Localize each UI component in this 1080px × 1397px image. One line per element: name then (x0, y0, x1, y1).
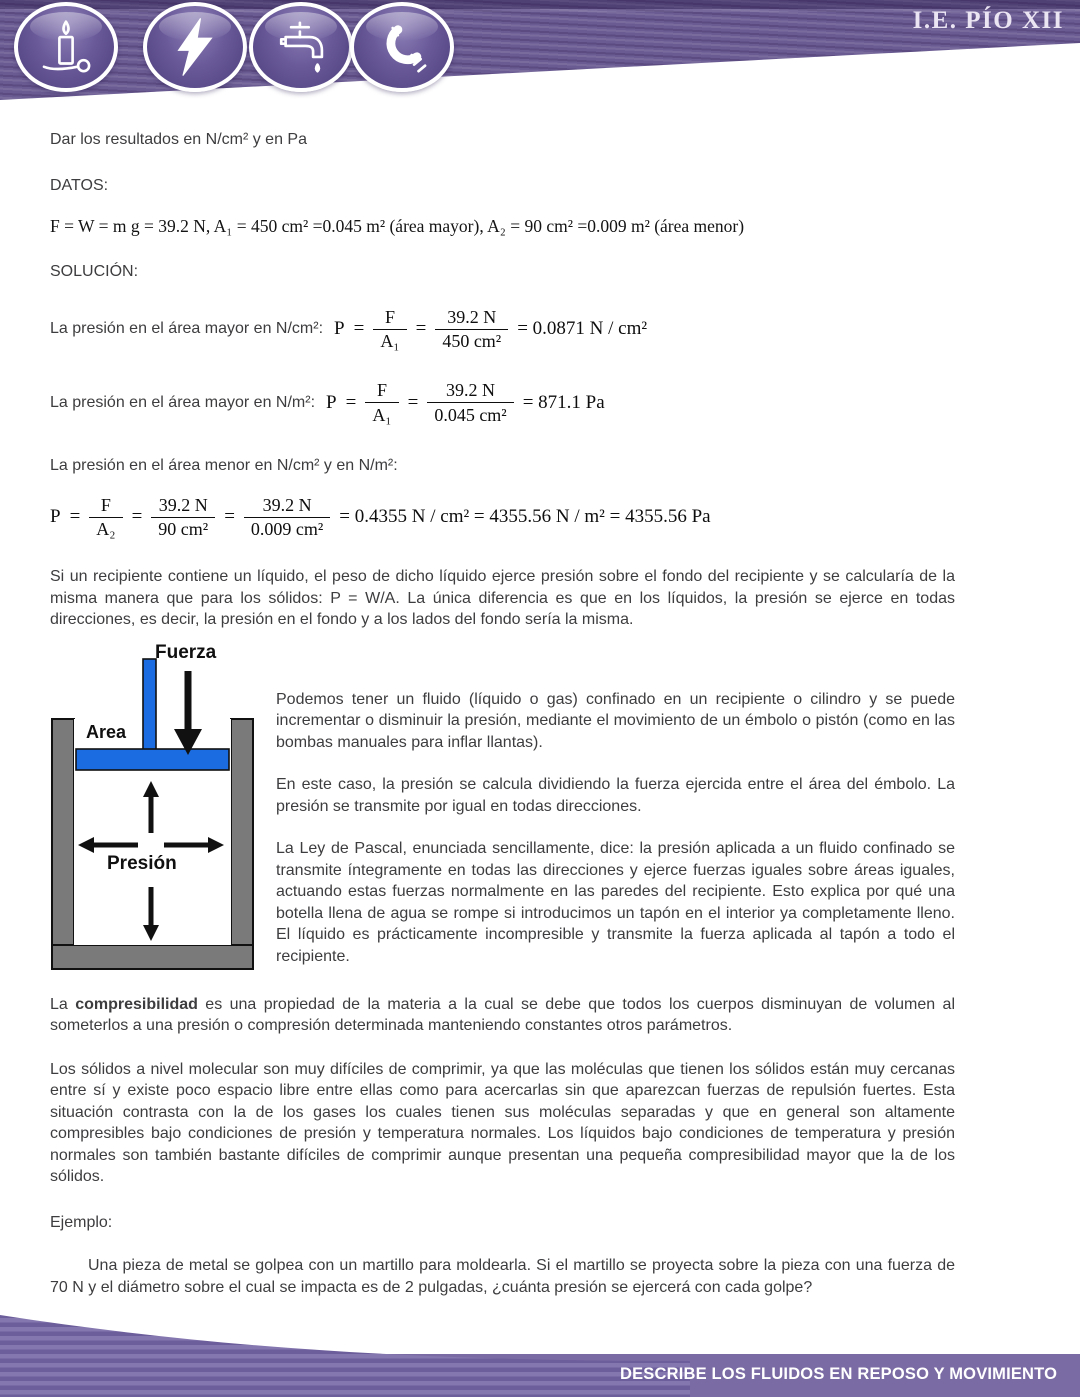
formula-result: = 0.4355 N / cm² = 4355.56 N / m² = 4355.56 Pa (339, 506, 711, 528)
equals-sign: = (131, 506, 143, 528)
compresibilidad-bold: compresibilidad (75, 995, 198, 1013)
magnet-icon (350, 2, 454, 92)
formula-area-menor (50, 495, 955, 540)
equals-sign: = (407, 391, 419, 413)
page-footer (0, 1309, 1080, 1397)
presion-label: Presión (107, 852, 177, 874)
fraction: $\frac{39.2 N}{\text{0.045 cm²}}$ (427, 380, 513, 425)
formula-label: La presión en el área mayor en N/cm²: (50, 320, 324, 338)
figure-side-text (276, 645, 955, 977)
paragraph-ejemplo: Una pieza de metal se golpea con un martillo para moldearla. Si el martillo se proyecta sobre la pieza con una fuerza de 70 N y el diámetro sobre el cual se impacta es de 2 pulgadas, ¿cuánta presión se ejercerá con cada golpe? (50, 1257, 955, 1296)
fraction: $\frac{F}{\text{A₁}}$ (365, 380, 398, 425)
solucion-label: SOLUCIÓN: (50, 263, 139, 280)
ejemplo-label: Ejemplo: (50, 1213, 113, 1231)
school-name: I.E. PÍO XII (912, 7, 1064, 34)
datos-values: F = W = m g = 39.2 N, A₁ = 450 cm² =0.045 m² (área mayor), A₂ = 90 cm² =0.009 m² (área menor) (50, 216, 745, 236)
equals-sign: = (224, 506, 235, 528)
equals-sign: = (69, 506, 81, 528)
fraction: $\frac{F}{\text{A₁}}$ (373, 307, 406, 352)
area-label: Area (86, 721, 127, 742)
area-menor-label: La presión en el área menor en N/cm² y en N/m²: (50, 457, 398, 475)
fraction: $\frac{39.2 N}{\text{90 cm²}}$ (151, 495, 215, 540)
paragraph-embolo: En este caso, la presión se calcula dividiendo la fuerza ejercida entre el área del émbolo. La presión se transmite por igual en todas direcciones. (276, 776, 955, 815)
equals-sign: = (345, 391, 357, 413)
footer-title: DESCRIBE LOS FLUIDOS EN REPOSO Y MOVIMIENTO (620, 1364, 1058, 1383)
symbol-p: P (326, 391, 337, 413)
fuerza-label: Fuerza (155, 641, 217, 663)
equals-sign: = (353, 318, 365, 340)
figure-section (50, 641, 955, 977)
document-body (50, 105, 955, 1298)
equals-sign: = (415, 318, 427, 340)
faucet-icon (249, 2, 353, 92)
paragraph-fluido: Podemos tener un fluido (líquido o gas) confinado en un recipiente o cilindro y se puede incrementar o disminuir la presión, mediante el movimiento de un émbolo o pistón (como en las bombas manuales para inflar llantas). (276, 690, 955, 751)
formula-label: La presión en el área mayor en N/m²: (50, 393, 316, 411)
fraction: $\frac{F}{\text{A₂}}$ (89, 495, 122, 540)
formula-result: = 871.1 Pa (522, 391, 605, 413)
datos-label: DATOS: (50, 176, 109, 194)
formula-math (334, 307, 647, 352)
formula-area-mayor-nm2 (50, 380, 955, 425)
fraction: $\frac{39.2 N}{\text{0.009 cm²}}$ (244, 495, 330, 540)
symbol-p: P (334, 318, 345, 340)
candle-icon (14, 2, 118, 92)
piston-diagram-drawing (50, 645, 256, 977)
formula-math (326, 380, 605, 425)
page-header (0, 0, 1080, 110)
paragraph-liquido: Si un recipiente contiene un líquido, el peso de dicho líquido ejerce presión sobre el fondo del recipiente y se calcularía de la misma manera que para los sólidos: P = W/A. La única diferencia es que en los líquidos, la presión se ejerce en todas direcciones, es decir, la presión en el fondo y a los lados del fondo sería la misma. (50, 568, 955, 629)
formula-area-mayor-ncm2 (50, 307, 955, 352)
paragraph-pascal: La Ley de Pascal, enunciada sencillamente, dice: la presión aplicada a un fluido confinado se transmite íntegramente en todas las direcciones y ejerce fuerzas iguales sobre áreas iguales, actuando estas fuerzas normalmente en las paredes del recipiente. Esto explica por qué una botella llena de agua se rompe si introducimos un tapón en el interior ya completamente lleno. El líquido es prácticamente incompresible y transmite la fuerza aplicada al tapón a todo el recipiente. (276, 840, 955, 965)
intro-line: Dar los resultados en N/cm² y en Pa (50, 131, 307, 148)
formula-math (50, 495, 711, 540)
formula-result: = 0.0871 N / cm² (517, 318, 648, 340)
piston-diagram (50, 641, 256, 977)
paragraph-solidos: Los sólidos a nivel molecular son muy difíciles de comprimir, ya que las moléculas que tienen los sólidos están muy cercanas entre sí y existe poco espacio libre entre ellas como para acercarlas sin que aparezcan fuerzas de repulsión fuertes. Esta situación contrasta con la de los gases los cuales tienen sus moléculas separadas y que en general son altamente compresibles bajo condiciones de presión y temperatura normales. Los líquidos bajo condiciones de temperatura y presión normales son también bastante difíciles de comprimir aunque presentan una pequeña compresibilidad mayor que la de los sólidos. (50, 1060, 955, 1186)
lightning-icon (143, 2, 247, 92)
paragraph-compresibilidad: La compresibilidad es una propiedad de la materia a la cual se debe que todos los cuerpos disminuyan de volumen al someterlos a una presión o compresión determinada manteniendo constantes otros parámetros. (50, 995, 955, 1035)
symbol-p: P (50, 506, 61, 528)
fraction: $\frac{39.2 N}{\text{450 cm²}}$ (435, 307, 508, 352)
